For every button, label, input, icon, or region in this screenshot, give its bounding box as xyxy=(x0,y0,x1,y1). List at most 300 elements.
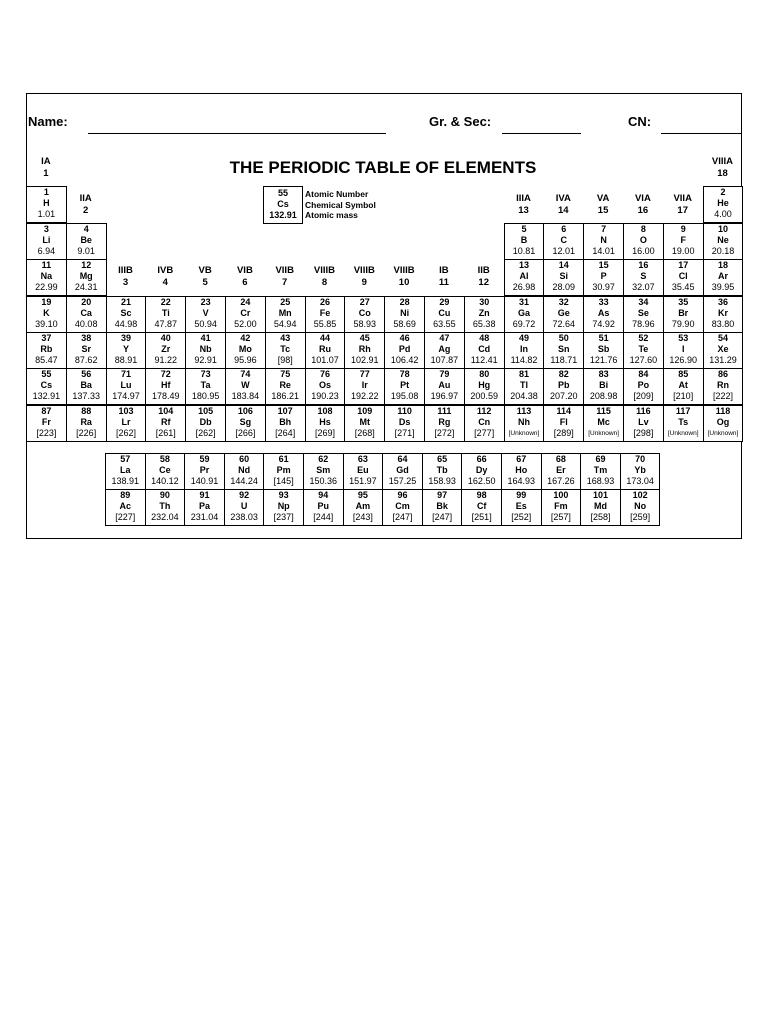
atomic-number: 117 xyxy=(675,406,691,416)
group-header-11 xyxy=(424,265,464,289)
atomic-number: 64 xyxy=(397,454,408,464)
atomic-mass: [Unknown] xyxy=(667,430,699,437)
atomic-mass: 140.91 xyxy=(190,476,219,486)
atomic-number: 77 xyxy=(359,369,370,379)
element-symbol: Rh xyxy=(358,344,371,354)
element-symbol: Np xyxy=(277,501,290,511)
element-symbol: Mc xyxy=(597,417,610,427)
element-cell-ts xyxy=(663,405,704,442)
atomic-mass: 207.20 xyxy=(550,391,578,401)
element-symbol: Ag xyxy=(438,344,451,354)
atomic-mass: 200.59 xyxy=(470,391,498,401)
element-cell-ti xyxy=(145,296,186,333)
atomic-number: 30 xyxy=(479,297,490,307)
element-cell-ca xyxy=(66,296,107,333)
atomic-mass: [269] xyxy=(314,428,335,438)
group-roman-label: VIIIB xyxy=(393,265,415,276)
atomic-number: 56 xyxy=(81,369,92,379)
element-symbol: Fl xyxy=(559,417,568,427)
element-cell-br xyxy=(663,296,704,333)
atomic-number: 68 xyxy=(555,454,566,464)
atomic-mass: 39.10 xyxy=(35,319,58,329)
element-symbol: Cd xyxy=(478,344,491,354)
element-cell-ta xyxy=(185,368,226,405)
element-cell-lu xyxy=(106,368,147,405)
atomic-number: 11 xyxy=(41,260,52,270)
group-number-label: 6 xyxy=(242,277,248,288)
element-symbol: Rf xyxy=(161,417,171,427)
atomic-number: 39 xyxy=(120,333,131,343)
atomic-number: 96 xyxy=(397,490,408,500)
atomic-number: 108 xyxy=(317,406,333,416)
atomic-mass: 20.18 xyxy=(711,246,735,256)
group-roman-label: IIIB xyxy=(118,265,133,276)
element-symbol: Hf xyxy=(161,380,171,390)
atomic-number: 78 xyxy=(399,369,410,379)
atomic-mass: 74.92 xyxy=(592,319,615,329)
element-symbol: Pd xyxy=(398,344,411,354)
element-symbol: Cs xyxy=(40,380,53,390)
element-symbol: Pr xyxy=(199,465,210,475)
element-symbol: Ne xyxy=(717,235,729,245)
group-roman-label: VA xyxy=(596,193,610,204)
element-symbol: Cl xyxy=(678,271,688,281)
element-cell-ba xyxy=(66,368,107,405)
group-header-17 xyxy=(663,193,703,217)
element-symbol: Lu xyxy=(120,380,132,390)
element-symbol: At xyxy=(678,380,688,390)
element-cell-pd xyxy=(384,332,425,369)
element-symbol: Li xyxy=(42,235,51,245)
actinide-cell-md xyxy=(580,489,621,526)
atomic-number: 35 xyxy=(678,297,689,307)
actinide-cell-cm xyxy=(382,489,423,526)
atomic-mass: 58.93 xyxy=(353,319,377,329)
group-roman-label: VIB xyxy=(236,265,253,276)
atomic-mass: 72.64 xyxy=(552,319,576,329)
atomic-mass: 28.09 xyxy=(552,282,576,292)
atomic-mass: [222] xyxy=(712,391,733,401)
atomic-mass: 114.82 xyxy=(510,355,538,365)
element-cell-hs xyxy=(305,405,346,442)
atomic-mass: 9.01 xyxy=(77,246,95,256)
atomic-mass: 118.71 xyxy=(550,355,578,365)
atomic-number: 109 xyxy=(357,406,373,416)
element-symbol: Lr xyxy=(121,417,131,427)
group-roman-label: VIA xyxy=(634,193,651,204)
atomic-number: 112 xyxy=(476,406,492,416)
atomic-number: 16 xyxy=(638,260,649,270)
atomic-number: 99 xyxy=(516,490,527,500)
element-cell-co xyxy=(344,296,385,333)
element-cell-ir xyxy=(344,368,385,405)
atomic-mass: [Unknown] xyxy=(707,430,739,437)
element-symbol: P xyxy=(600,271,607,281)
element-cell-rb xyxy=(26,332,67,369)
lanthanide-cell-tm xyxy=(580,453,621,490)
atomic-number: 89 xyxy=(120,490,131,500)
element-symbol: Mg xyxy=(79,271,93,281)
atomic-mass: [210] xyxy=(673,391,694,401)
element-cell-k xyxy=(26,296,67,333)
element-cell-zr xyxy=(145,332,186,369)
atomic-number: 17 xyxy=(678,260,689,270)
element-cell-y xyxy=(106,332,147,369)
element-cell-n xyxy=(583,223,624,260)
actinide-cell-ac xyxy=(105,489,146,526)
element-cell-ge xyxy=(543,296,584,333)
atomic-number: 79 xyxy=(439,369,450,379)
atomic-number: 21 xyxy=(120,297,131,307)
atomic-number: 49 xyxy=(518,333,529,343)
element-symbol: Pt xyxy=(400,380,410,390)
atomic-mass: 164.93 xyxy=(507,476,536,486)
atomic-mass: 79.90 xyxy=(671,319,695,329)
atomic-mass: 190.23 xyxy=(311,391,339,401)
atomic-number: 106 xyxy=(237,406,253,416)
element-symbol: Ts xyxy=(678,417,689,427)
atomic-mass: 204.38 xyxy=(510,391,538,401)
atomic-number: 54 xyxy=(717,333,728,343)
element-symbol: Ge xyxy=(557,308,570,318)
atomic-number: 52 xyxy=(638,333,649,343)
element-cell-fe xyxy=(305,296,346,333)
atomic-mass: [262] xyxy=(195,428,216,438)
group-header-3 xyxy=(106,265,146,289)
atomic-number: 102 xyxy=(632,490,648,500)
element-cell-nb xyxy=(185,332,226,369)
element-key-legend xyxy=(305,189,376,221)
atomic-number: 84 xyxy=(638,369,649,379)
atomic-mass: 52.00 xyxy=(234,319,257,329)
group-number-label: 8 xyxy=(321,277,328,288)
atomic-mass: 121.76 xyxy=(589,355,618,365)
element-symbol: N xyxy=(600,235,607,245)
atomic-number: 48 xyxy=(479,333,490,343)
key-mass: 132.91 xyxy=(269,210,297,220)
atomic-number: 20 xyxy=(81,297,92,307)
element-symbol: Eu xyxy=(357,465,369,475)
atomic-number: 46 xyxy=(399,333,410,343)
atomic-number: 34 xyxy=(638,297,649,307)
element-symbol: Mn xyxy=(278,308,292,318)
element-cell-w xyxy=(225,368,266,405)
atomic-number: 36 xyxy=(717,297,728,307)
atomic-mass: 106.42 xyxy=(390,355,419,365)
element-symbol: Rg xyxy=(438,417,451,427)
atomic-number: 110 xyxy=(397,406,412,416)
element-cell-h xyxy=(26,186,67,223)
group-roman-label: IA xyxy=(41,156,51,167)
element-symbol: V xyxy=(202,308,209,318)
element-symbol: Nh xyxy=(517,417,530,427)
element-cell-ds xyxy=(384,405,425,442)
group-roman-label: VIIB xyxy=(275,265,294,276)
atomic-mass: 6.94 xyxy=(37,246,56,256)
group-number-label: 18 xyxy=(717,168,728,179)
atomic-number: 42 xyxy=(240,333,251,343)
element-cell-fr xyxy=(26,405,67,442)
atomic-number: 81 xyxy=(518,369,529,379)
actinide-cell-pu xyxy=(303,489,344,526)
element-cell-li xyxy=(26,223,67,260)
atomic-number: 70 xyxy=(635,454,646,464)
element-symbol: Ru xyxy=(318,344,331,354)
element-symbol: U xyxy=(240,501,248,511)
atomic-number: 67 xyxy=(516,454,527,464)
element-cell-kr xyxy=(703,296,744,333)
atomic-mass: 231.04 xyxy=(190,512,219,522)
group-number-label: 7 xyxy=(282,277,288,288)
element-symbol: Rn xyxy=(716,380,729,390)
group-roman-label: IIA xyxy=(79,193,92,204)
atomic-number: 111 xyxy=(437,406,452,416)
element-symbol: Og xyxy=(716,417,730,427)
atomic-mass: [247] xyxy=(392,512,413,522)
key-atomic-number: 55 xyxy=(277,188,288,198)
atomic-mass: 102.91 xyxy=(351,355,379,365)
element-symbol: Bk xyxy=(436,501,448,511)
atomic-number: 100 xyxy=(553,490,569,500)
element-symbol: Al xyxy=(519,271,529,281)
group-header-18 xyxy=(703,156,743,180)
name-field[interactable] xyxy=(88,133,386,134)
element-symbol: Br xyxy=(678,308,689,318)
atomic-mass: 50.94 xyxy=(194,319,217,329)
atomic-number: 71 xyxy=(120,369,131,379)
atomic-mass: 208.98 xyxy=(589,391,618,401)
group-number-label: 14 xyxy=(558,205,569,216)
atomic-number: 2 xyxy=(720,187,726,197)
atomic-mass: 54.94 xyxy=(273,319,297,329)
element-cell-ni xyxy=(384,296,425,333)
element-symbol: Tl xyxy=(519,380,528,390)
atomic-number: 72 xyxy=(160,369,171,379)
element-symbol: Sn xyxy=(558,344,570,354)
element-cell-cl xyxy=(663,259,704,296)
element-cell-at xyxy=(663,368,704,405)
element-symbol: Sr xyxy=(81,344,91,354)
atomic-number: 80 xyxy=(479,369,490,379)
element-symbol: Pu xyxy=(317,501,330,511)
atomic-number: 6 xyxy=(561,224,567,234)
group-header-15 xyxy=(583,193,623,217)
element-symbol: Cf xyxy=(476,501,487,511)
element-cell-rh xyxy=(344,332,385,369)
atomic-mass: 10.81 xyxy=(512,246,536,256)
element-symbol: Rb xyxy=(40,344,53,354)
atomic-number: 50 xyxy=(558,333,569,343)
element-cell-mo xyxy=(225,332,266,369)
atomic-number: 90 xyxy=(159,490,170,500)
element-symbol: In xyxy=(519,344,528,354)
element-symbol: As xyxy=(597,308,610,318)
element-key xyxy=(263,186,303,224)
atomic-mass: 158.93 xyxy=(428,476,456,486)
atomic-mass: 69.72 xyxy=(512,319,536,329)
atomic-number: 59 xyxy=(199,454,210,464)
element-cell-bi xyxy=(583,368,624,405)
element-symbol: Zr xyxy=(161,344,171,354)
atomic-mass: [298] xyxy=(633,428,654,438)
atomic-number: 87 xyxy=(41,406,52,416)
atomic-mass: 126.90 xyxy=(669,355,697,365)
group-number-label: 9 xyxy=(361,277,367,288)
atomic-mass: 95.96 xyxy=(234,355,257,365)
atomic-number: 94 xyxy=(318,490,329,500)
element-symbol: Tc xyxy=(280,344,291,354)
element-cell-zn xyxy=(464,296,505,333)
element-symbol: Am xyxy=(355,501,371,511)
group-header-7 xyxy=(265,265,305,289)
element-cell-pt xyxy=(384,368,425,405)
element-cell-os xyxy=(305,368,346,405)
grade-section-field[interactable] xyxy=(502,133,581,134)
element-cell-i xyxy=(663,332,704,369)
atomic-mass: 44.98 xyxy=(114,319,138,329)
atomic-mass: 173.04 xyxy=(626,476,654,486)
atomic-mass: 30.97 xyxy=(592,282,615,292)
atomic-number: 38 xyxy=(81,333,92,343)
atomic-mass: [226] xyxy=(76,428,97,438)
group-roman-label: VIIIA xyxy=(711,156,734,167)
atomic-number: 8 xyxy=(640,224,646,234)
element-symbol: Pb xyxy=(558,380,570,390)
atomic-mass: 138.91 xyxy=(111,476,140,486)
group-header-16 xyxy=(623,193,663,217)
element-symbol: Dy xyxy=(475,465,488,475)
element-cell-be xyxy=(66,223,107,260)
element-symbol: Ta xyxy=(200,380,211,390)
element-symbol: Sb xyxy=(597,344,610,354)
element-cell-sn xyxy=(543,332,584,369)
element-cell-ru xyxy=(305,332,346,369)
atomic-number: 103 xyxy=(118,406,134,416)
lanthanide-cell-gd xyxy=(382,453,423,490)
actinide-cell-fm xyxy=(541,489,582,526)
element-cell-po xyxy=(623,368,664,405)
element-symbol: Zn xyxy=(478,308,490,318)
atomic-mass: 32.07 xyxy=(632,282,655,292)
actinide-cell-cf xyxy=(461,489,502,526)
atomic-number: 37 xyxy=(41,333,52,343)
atomic-mass: 180.95 xyxy=(191,391,220,401)
atomic-mass: 65.38 xyxy=(472,319,496,329)
key-mass-label: Atomic mass xyxy=(305,210,358,220)
group-number-label: 5 xyxy=(202,277,208,288)
element-symbol: H xyxy=(43,198,50,208)
group-header-6 xyxy=(225,265,265,289)
atomic-mass: 238.03 xyxy=(230,512,258,522)
element-symbol: Fe xyxy=(319,308,331,318)
element-cell-cs xyxy=(26,368,67,405)
atomic-mass: 1.01 xyxy=(37,209,56,219)
element-cell-cd xyxy=(464,332,505,369)
element-symbol: Kr xyxy=(717,308,728,318)
atomic-number: 92 xyxy=(239,490,250,500)
atomic-number: 26 xyxy=(319,297,330,307)
atomic-mass: 40.08 xyxy=(74,319,98,329)
atomic-number: 40 xyxy=(160,333,171,343)
element-symbol: Y xyxy=(122,344,129,354)
atomic-number: 28 xyxy=(399,297,410,307)
element-symbol: Be xyxy=(80,235,92,245)
element-cell-db xyxy=(185,405,226,442)
atomic-mass: 167.26 xyxy=(547,476,575,486)
atomic-mass: 183.84 xyxy=(231,391,260,401)
element-cell-p xyxy=(583,259,624,296)
atomic-number: 91 xyxy=(199,490,210,500)
actinide-cell-u xyxy=(224,489,265,526)
element-symbol: Bh xyxy=(279,417,292,427)
element-symbol: Nd xyxy=(238,465,251,475)
atomic-number: 63 xyxy=(357,454,368,464)
atomic-mass: [237] xyxy=(273,512,294,522)
atomic-number: 10 xyxy=(717,224,728,234)
actinide-cell-am xyxy=(343,489,384,526)
element-symbol: W xyxy=(241,380,250,390)
group-roman-label: IVB xyxy=(157,265,174,276)
atomic-mass: [258] xyxy=(590,512,611,522)
group-header-10 xyxy=(384,265,424,289)
element-symbol: Na xyxy=(40,271,53,281)
atomic-mass: 127.60 xyxy=(629,355,658,365)
atomic-number: 62 xyxy=(318,454,329,464)
atomic-mass: 131.29 xyxy=(709,355,737,365)
element-cell-sb xyxy=(583,332,624,369)
element-symbol: Ho xyxy=(515,465,528,475)
element-cell-rf xyxy=(145,405,186,442)
cn-field[interactable] xyxy=(661,133,742,134)
atomic-mass: [261] xyxy=(155,428,176,438)
element-symbol: Nb xyxy=(199,344,212,354)
atomic-number: 69 xyxy=(595,454,606,464)
atomic-number: 107 xyxy=(277,406,293,416)
atomic-number: 85 xyxy=(678,369,689,379)
atomic-mass: 162.50 xyxy=(467,476,496,486)
element-cell-cn xyxy=(464,405,505,442)
atomic-mass: 22.99 xyxy=(35,282,58,292)
atomic-mass: 174.97 xyxy=(112,391,140,401)
element-cell-v xyxy=(185,296,226,333)
element-symbol: Tm xyxy=(593,465,608,475)
atomic-number: 51 xyxy=(598,333,609,343)
element-cell-sg xyxy=(225,405,266,442)
lanthanide-cell-dy xyxy=(461,453,502,490)
key-symbol-label: Chemical Symbol xyxy=(305,199,376,210)
atomic-number: 101 xyxy=(592,490,608,500)
atomic-mass: [268] xyxy=(354,428,375,438)
atomic-mass: [277] xyxy=(474,428,495,438)
element-cell-c xyxy=(543,223,584,260)
atomic-number: 66 xyxy=(476,454,487,464)
atomic-mass: 140.12 xyxy=(151,476,179,486)
element-symbol: Te xyxy=(638,344,649,354)
atomic-mass: 137.33 xyxy=(72,391,100,401)
element-cell-al xyxy=(504,259,545,296)
atomic-mass: 92.91 xyxy=(194,355,217,365)
element-cell-o xyxy=(623,223,664,260)
element-cell-f xyxy=(663,223,704,260)
atomic-mass: [259] xyxy=(630,512,651,522)
atomic-number: 53 xyxy=(678,333,689,343)
element-cell-nh xyxy=(504,405,545,442)
element-cell-b xyxy=(504,223,545,260)
element-cell-tl xyxy=(504,368,545,405)
element-cell-mg xyxy=(66,259,107,296)
atomic-number: 83 xyxy=(598,369,609,379)
atomic-number: 114 xyxy=(556,406,572,416)
